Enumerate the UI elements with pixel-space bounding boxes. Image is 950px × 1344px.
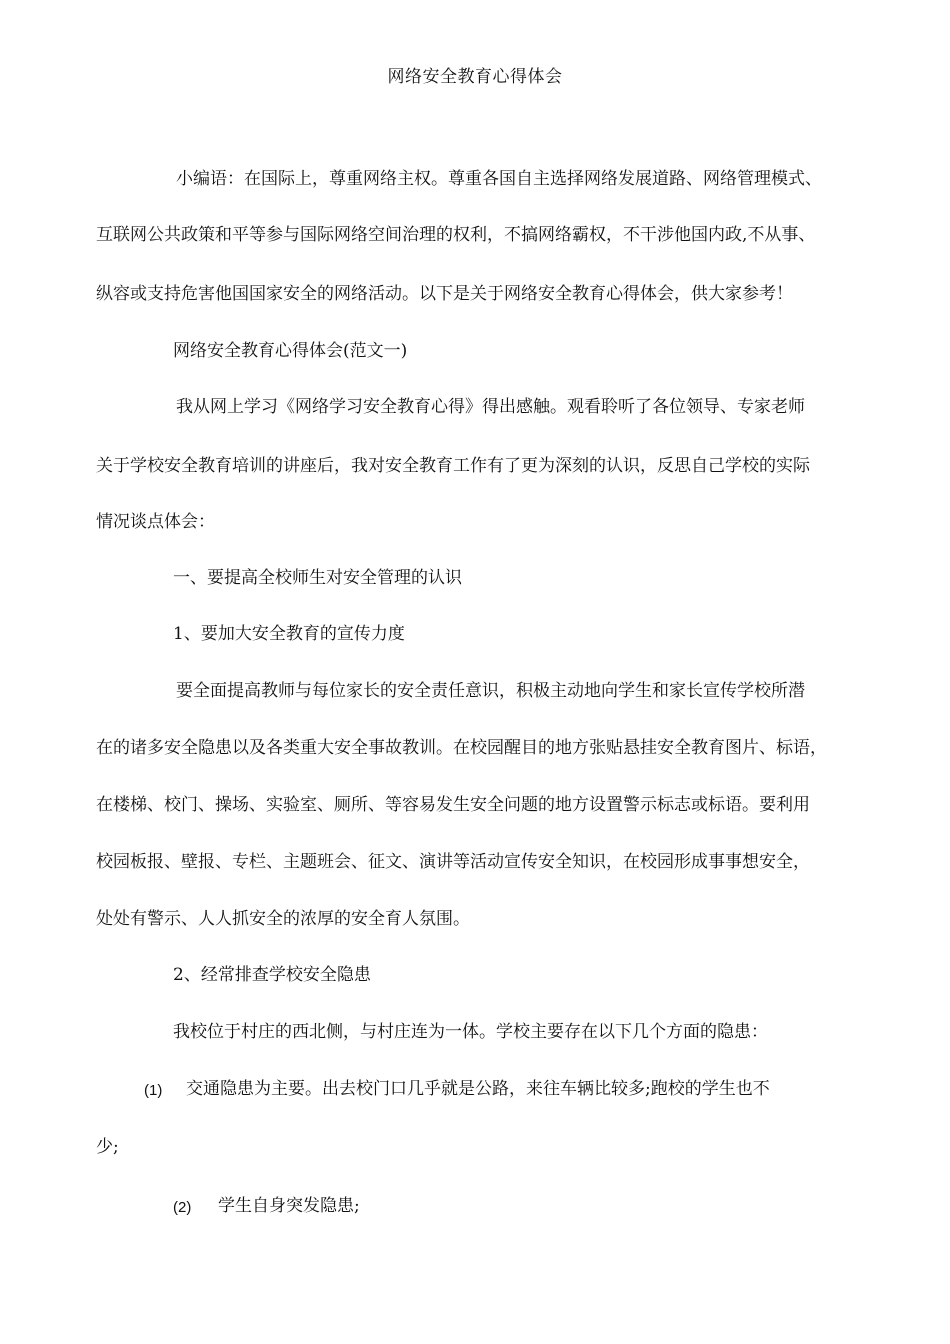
para1-line-2: 关于学校安全教育培训的讲座后，我对安全教育工作有了更为深刻的认识，反思自己学校的实际 (96, 456, 810, 476)
para2-line-1: 要全面提高教师与每位家长的安全责任意识，积极主动地向学生和家长宣传学校所潜 (176, 681, 805, 701)
intro-line-1: 小编语：在国际上，尊重网络主权。尊重各国自主选择网络发展道路、网络管理模式、 (176, 169, 822, 189)
para1-line-3: 情况谈点体会： (96, 512, 215, 532)
item2-number: (2) (173, 1199, 192, 1216)
para2-line-4: 校园板报、壁报、专栏、主题班会、征文、演讲等活动宣传安全知识，在校园形成事事想安全， (96, 852, 810, 872)
subheading-2: 2、经常排查学校安全隐患 (173, 965, 371, 985)
item1-number: (1) (144, 1082, 163, 1099)
item1-text: 交通隐患为主要。出去校门口几乎就是公路，来往车辆比较多;跑校的学生也不 (186, 1079, 770, 1099)
para2-line-3: 在楼梯、校门、操场、实验室、厕所、等容易发生安全问题的地方设置警示标志或标语。要利用 (96, 795, 810, 815)
subheading-1: 1、要加大安全教育的宣传力度 (173, 624, 405, 644)
para3-line: 我校位于村庄的西北侧，与村庄连为一体。学校主要存在以下几个方面的隐患： (173, 1022, 768, 1042)
item1-continuation: 少; (96, 1137, 119, 1157)
intro-line-3: 纵容或支持危害他国国家安全的网络活动。以下是关于网络安全教育心得体会，供大家参考！ (96, 284, 793, 304)
intro-line-2: 互联网公共政策和平等参与国际网络空间治理的权利，不搞网络霸权，不干涉他国内政,不从事、 (96, 225, 816, 245)
section-heading-1: 一、要提高全校师生对安全管理的认识 (173, 568, 462, 588)
essay-heading: 网络安全教育心得体会(范文一) (173, 341, 408, 361)
document-title: 网络安全教育心得体会 (387, 67, 563, 87)
para1-line-1: 我从网上学习《网络学习安全教育心得》得出感触。观看聆听了各位领导、专家老师 (176, 397, 805, 417)
item2-text: 学生自身突发隐患; (218, 1196, 360, 1216)
para2-line-5: 处处有警示、人人抓安全的浓厚的安全育人氛围。 (96, 909, 470, 929)
para2-line-2: 在的诸多安全隐患以及各类重大安全事故教训。在校园醒目的地方张贴悬挂安全教育图片、标语， (96, 738, 827, 758)
